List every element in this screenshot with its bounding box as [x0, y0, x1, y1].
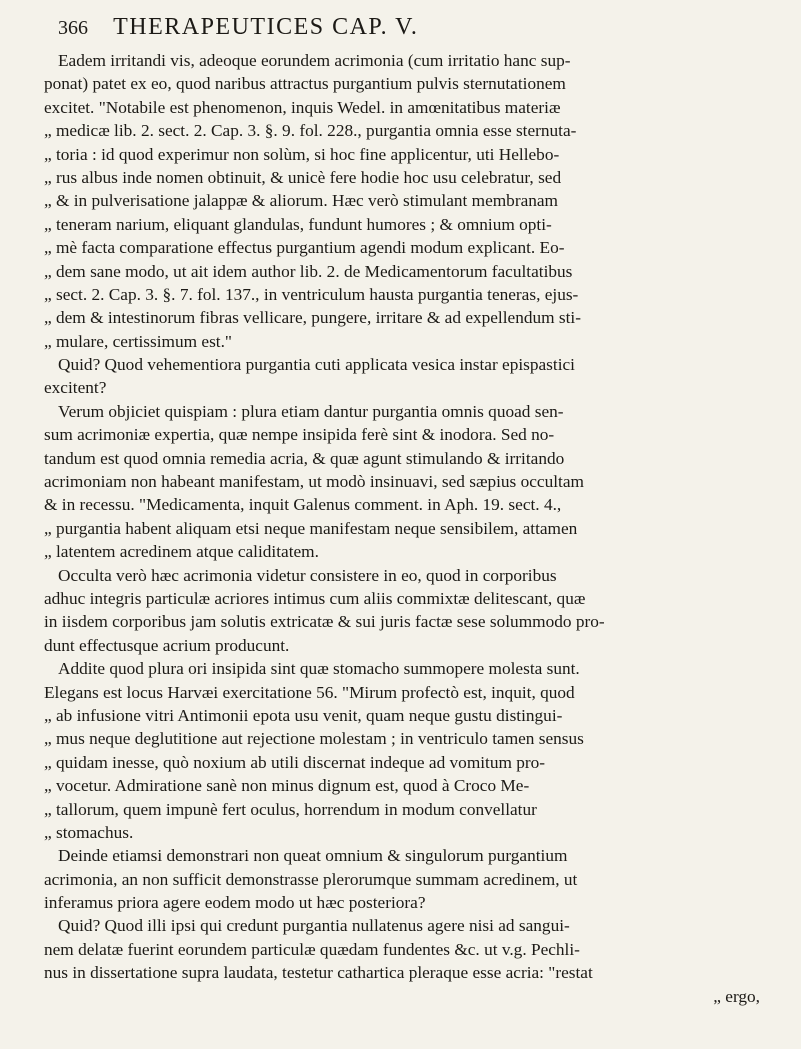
text-line: inferamus priora agere eodem modo ut hæc posteriora? [44, 893, 426, 913]
text-line: „ mulare, certissimum est." [44, 331, 232, 351]
text-line: „ stomachus. [44, 822, 134, 842]
running-header [58, 14, 758, 46]
text-line: acrimoniam non habeant manifestam, ut modò insinuavi, sed sæpius occultam [44, 472, 584, 492]
text-line: Occulta verò hæc acrimonia videtur consistere in eo, quod in corporibus [58, 565, 557, 585]
text-line: „ tallorum, quem impunè fert oculus, horrendum in modum convellatur [44, 799, 537, 819]
text-line: „ purgantia habent aliquam etsi neque manifestam neque sensibilem, attamen [44, 518, 578, 538]
text-line: acrimonia, an non sufficit demonstrasse plerorumque summam acredinem, ut [44, 869, 578, 889]
catchword: „ ergo, [713, 986, 760, 1006]
text-line: „ dem & intestinorum fibras vellicare, pungere, irritare & ad expellendum sti- [44, 308, 581, 328]
text-line: adhuc integris particulæ acriores intimus cum aliis commixtæ delitescant, quæ [44, 588, 586, 608]
text-line: dunt effectusque acrium producunt. [44, 635, 290, 655]
text-line: „ medicæ lib. 2. sect. 2. Cap. 3. §. 9. fol. 228., purgantia omnia esse sternuta- [44, 121, 577, 141]
text-line: nus in dissertatione supra laudata, testetur cathartica pleraque esse acria: "restat [44, 963, 593, 983]
page-number: 366 [58, 17, 88, 39]
text-line: „ teneram narium, eliquant glandulas, fundunt humores ; & omnium opti- [44, 214, 552, 234]
text-line: nem delatæ fuerint eorundem particulæ quædam fundentes &c. ut v.g. Pechli- [44, 939, 580, 959]
text-line: ponat) patet ex eo, quod naribus attractus purgantium pulvis sternutationem [44, 74, 566, 94]
running-title: THERAPEUTICES CAP. V. [113, 14, 419, 40]
text-line: „ mus neque deglutitione aut rejectione molestam ; in ventriculo tamen sensus [44, 729, 584, 749]
text-line: tandum est quod omnia remedia acria, & quæ agunt stimulando & irritando [44, 448, 565, 468]
text-line: „ mè facta comparatione effectus purgantium agendi modum explicant. Eo- [44, 238, 565, 258]
text-line: „ latentem acredinem atque caliditatem. [44, 542, 319, 562]
text-line: Quid? Quod illi ipsi qui credunt purgantia nullatenus agere nisi ad sangui- [58, 916, 570, 936]
text-line: & in recessu. "Medicamenta, inquit Galenus comment. in Aph. 19. sect. 4., [44, 495, 562, 515]
text-line: „ & in pulverisatione jalappæ & aliorum. Hæc verò stimulant membranam [44, 191, 558, 211]
text-line: „ sect. 2. Cap. 3. §. 7. fol. 137., in ventriculum hausta purgantia teneras, ejus- [44, 284, 579, 304]
text-line: Elegans est locus Harvæi exercitatione 56. "Mirum profectò est, inquit, quod [44, 682, 575, 702]
text-line: sum acrimoniæ expertia, quæ nempe insipida ferè sint & inodora. Sed no- [44, 425, 555, 445]
text-line: Quid? Quod vehementiora purgantia cuti applicata vesica instar epispastici [58, 355, 575, 375]
text-line: excitent? [44, 378, 107, 398]
body-text [44, 49, 766, 1008]
text-line: „ vocetur. Admiratione sanè non minus dignum est, quod à Croco Me- [44, 776, 530, 796]
text-line: Verum objiciet quispiam : plura etiam dantur purgantia omnis quoad sen- [58, 401, 564, 421]
text-line: „ dem sane modo, ut ait idem author lib. 2. de Medicamentorum facultatibus [44, 261, 573, 281]
text-line: „ quidam inesse, quò noxium ab utili discernat indeque ad vomitum pro- [44, 752, 546, 772]
text-line: „ toria : id quod experimur non solùm, si hoc fine applicentur, uti Hellebo- [44, 144, 560, 164]
text-line: Eadem irritandi vis, adeoque eorundem acrimonia (cum irritatio hanc sup- [58, 51, 571, 70]
text-line: Addite quod plura ori insipida sint quæ stomacho summopere molesta sunt. [58, 659, 580, 679]
text-line: „ ab infusione vitri Antimonii epota usu venit, quam neque gustu distingui- [44, 705, 563, 725]
text-line: excitet. "Notabile est phenomenon, inquis Wedel. in amœnitatibus materiæ [44, 97, 561, 117]
text-line: Deinde etiamsi demonstrari non queat omnium & singulorum purgantium [58, 846, 568, 866]
text-line: in iisdem corporibus jam solutis extricatæ & sui juris factæ sese solummodo pro- [44, 612, 605, 632]
text-line: „ rus albus inde nomen obtinuit, & unicè fere hodie hoc usu celebratur, sed [44, 167, 562, 187]
